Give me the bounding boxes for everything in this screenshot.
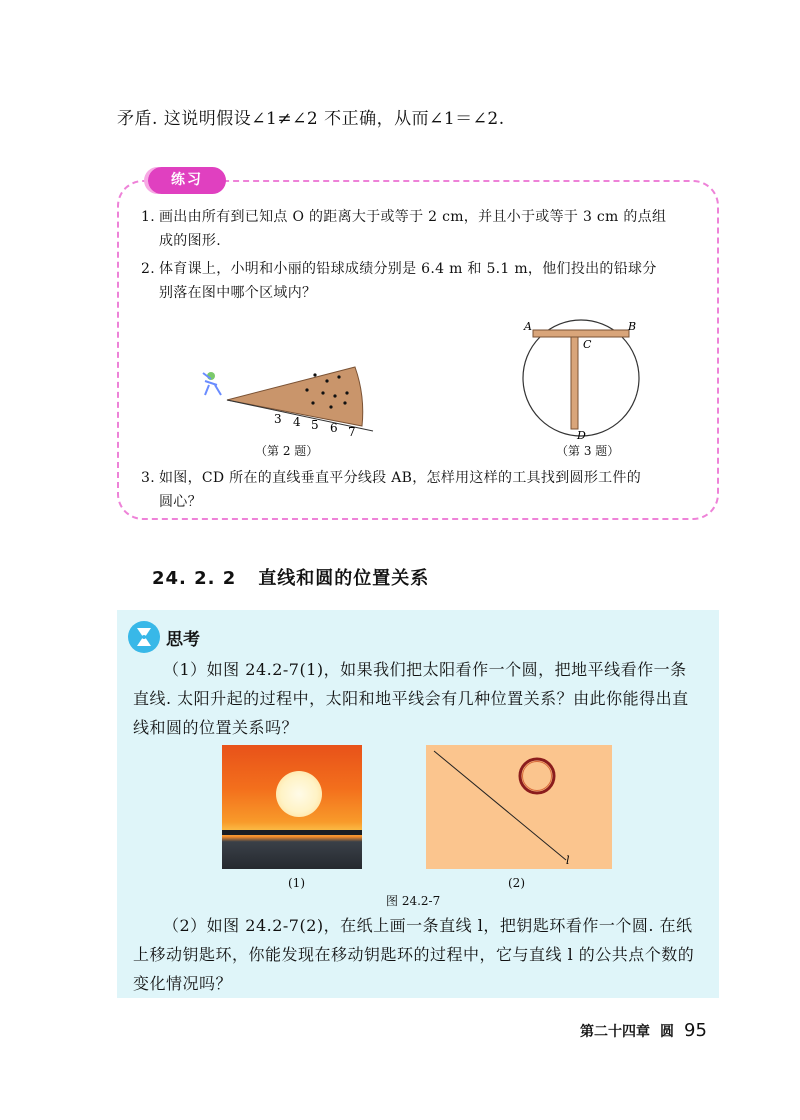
- chapter-label: 第二十四章: [580, 1024, 650, 1040]
- line-l-label: l: [566, 854, 570, 867]
- distance-tick-7: 7: [348, 425, 356, 439]
- figure-3-caption: （第 3 题）: [556, 444, 620, 458]
- exercise-number: 1.: [141, 209, 155, 225]
- exercise-1: [141, 205, 701, 253]
- section-title: 直线和圆的位置关系: [258, 568, 430, 589]
- t-square-stem-cd: [571, 337, 578, 429]
- exercise-number: 2.: [141, 261, 155, 277]
- straight-line-l: [434, 751, 566, 860]
- exercise-text-cont: 圆心？: [159, 494, 202, 510]
- figure-2-caption: （第 2 题）: [255, 444, 319, 458]
- athlete-icon: [203, 372, 221, 395]
- image-1-caption: (1): [288, 876, 305, 890]
- sun: [276, 771, 322, 817]
- think-question-1: （1）如图 24.2-7(1)，如果我们把太阳看作一个圆，把地平线看作一条直线. 太阳升起的过程中，太阳和地平线会有几种位置关系？由此你能得出直线和圆的位置关系吗？: [133, 660, 689, 737]
- point-a-label: A: [524, 320, 532, 333]
- chapter-name: 圆: [660, 1024, 674, 1040]
- t-square-circle-figure: [515, 318, 645, 440]
- exercise-3: [141, 466, 701, 514]
- figure-caption: 图 24.2-7: [386, 894, 441, 908]
- exercise-text: 如图，CD 所在的直线垂直平分线段 AB，怎样用这样的工具找到圆形工件的: [159, 470, 642, 486]
- t-square-bar-ab: [533, 330, 629, 337]
- point-d-label: D: [577, 429, 586, 440]
- point-b-label: B: [628, 320, 637, 333]
- key-ring: [520, 759, 554, 793]
- think-icon: [127, 620, 161, 654]
- exercise-text: 体育课上，小明和小丽的铅球成绩分别是 6.4 m 和 5.1 m，他们投出的铅球分: [159, 261, 657, 277]
- section-heading: [152, 564, 429, 590]
- practice-tab: 练习: [148, 167, 226, 194]
- image-2-caption: (2): [508, 876, 525, 890]
- think-question-2: （2）如图 24.2-7(2)，在纸上画一条直线 l，把钥匙环看作一个圆. 在纸上移动钥匙环，你能发现在移动钥匙环的过程中，它与直线 l 的公共点个数的变化情况吗？: [133, 916, 695, 993]
- exercise-2: [141, 257, 701, 305]
- key-ring-on-paper: [426, 745, 612, 869]
- shot-put-sector-figure: [195, 335, 385, 445]
- sunset-photo: [222, 745, 362, 869]
- page-footer: [580, 1020, 707, 1041]
- exercise-number: 3.: [141, 470, 155, 486]
- point-c-label: C: [583, 338, 592, 351]
- continued-text: 矛盾. 这说明假设∠1≠∠2 不正确，从而∠1＝∠2.: [117, 109, 505, 129]
- think-title: 思考: [166, 630, 200, 650]
- exercise-text-cont: 成的图形.: [159, 233, 221, 249]
- exercise-text: 画出由所有到已知点 O 的距离大于或等于 2 cm，并且小于或等于 3 cm 的点组: [159, 209, 667, 225]
- distance-tick-6: 6: [330, 421, 338, 435]
- exercise-text-cont: 别落在图中哪个区域内？: [159, 285, 317, 301]
- distance-tick-3: 3: [274, 412, 282, 426]
- page-number: 95: [684, 1020, 707, 1041]
- distance-tick-4: 4: [293, 415, 301, 429]
- section-number: 24. 2. 2: [152, 568, 237, 589]
- distance-tick-5: 5: [311, 418, 319, 432]
